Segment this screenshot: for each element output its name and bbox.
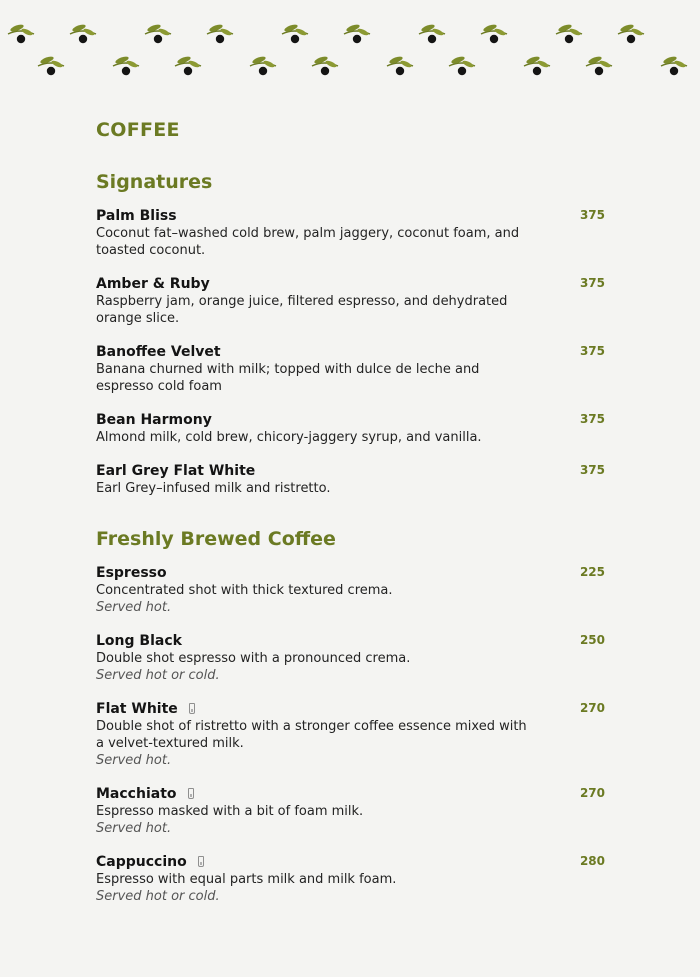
item-name: Cappuccino xyxy=(96,853,187,870)
item-price: 375 xyxy=(579,276,605,290)
item-description: Raspberry jam, orange juice, filtered espresso, and dehydrated orange slice. xyxy=(96,294,508,326)
item-price: 280 xyxy=(579,854,605,868)
item-name-row xyxy=(96,784,606,803)
item-serving-note: Served hot or cold. xyxy=(96,889,220,904)
item-name: Banoffee Velvet xyxy=(96,343,221,360)
item-name: Macchiato xyxy=(96,785,177,802)
item-price: 270 xyxy=(579,786,605,800)
olive-row-top xyxy=(8,23,644,43)
glass-icon xyxy=(189,703,195,714)
glass-icon xyxy=(198,856,204,867)
item-name-row xyxy=(96,410,606,429)
section-freshly-brewed-coffee xyxy=(96,525,606,905)
menu-item xyxy=(96,784,606,837)
menu-content xyxy=(96,116,606,920)
item-serving-note: Served hot. xyxy=(96,821,172,836)
item-description: Espresso with equal parts milk and milk foam. xyxy=(96,872,397,887)
item-name-row xyxy=(96,852,606,871)
item-price: 375 xyxy=(579,463,605,477)
item-price: 375 xyxy=(579,344,605,358)
menu-item xyxy=(96,563,606,616)
item-name: Flat White xyxy=(96,700,178,717)
section-title: Freshly Brewed Coffee xyxy=(96,528,336,550)
section-signatures xyxy=(96,168,606,497)
item-name: Espresso xyxy=(96,564,167,581)
item-description: Earl Grey–infused milk and ristretto. xyxy=(96,481,331,496)
item-description: Coconut fat–washed cold brew, palm jaggery, coconut foam, and toasted coconut. xyxy=(96,226,520,258)
item-description: Banana churned with milk; topped with dulce de leche and espresso cold foam xyxy=(96,362,480,394)
menu-item xyxy=(96,631,606,684)
item-name: Palm Bliss xyxy=(96,207,177,224)
item-name-row xyxy=(96,563,606,582)
menu-item xyxy=(96,852,606,905)
section-title: Signatures xyxy=(96,171,213,193)
item-serving-note: Served hot. xyxy=(96,753,172,768)
item-price: 270 xyxy=(579,701,605,715)
menu-item xyxy=(96,206,606,259)
menu-item xyxy=(96,461,606,497)
item-description: Double shot of ristretto with a stronger coffee essence mixed with a velvet-textured milk. xyxy=(96,719,527,751)
menu-item xyxy=(96,274,606,327)
item-description: Almond milk, cold brew, chicory-jaggery syrup, and vanilla. xyxy=(96,430,482,445)
menu-item xyxy=(96,699,606,769)
olive-branch-border xyxy=(0,0,700,90)
item-price: 250 xyxy=(579,633,605,647)
item-description: Concentrated shot with thick textured crema. xyxy=(96,583,393,598)
item-name-row xyxy=(96,342,606,361)
item-price: 225 xyxy=(579,565,605,579)
item-price: 375 xyxy=(579,412,605,426)
item-name: Bean Harmony xyxy=(96,411,212,428)
item-serving-note: Served hot. xyxy=(96,600,172,615)
menu-title: COFFEE xyxy=(96,119,180,141)
item-name: Earl Grey Flat White xyxy=(96,462,256,479)
item-description: Double shot espresso with a pronounced crema. xyxy=(96,651,411,666)
item-name-row xyxy=(96,274,606,293)
item-serving-note: Served hot or cold. xyxy=(96,668,220,683)
item-name-row xyxy=(96,461,606,480)
item-name: Long Black xyxy=(96,632,182,649)
item-name-row xyxy=(96,631,606,650)
olive-row-bottom xyxy=(38,55,687,75)
item-name-row xyxy=(96,699,606,718)
item-description: Espresso masked with a bit of foam milk. xyxy=(96,804,364,819)
item-price: 375 xyxy=(579,208,605,222)
menu-item xyxy=(96,342,606,395)
menu-item xyxy=(96,410,606,446)
glass-icon xyxy=(188,788,194,799)
item-name-row xyxy=(96,206,606,225)
item-name: Amber & Ruby xyxy=(96,275,210,292)
